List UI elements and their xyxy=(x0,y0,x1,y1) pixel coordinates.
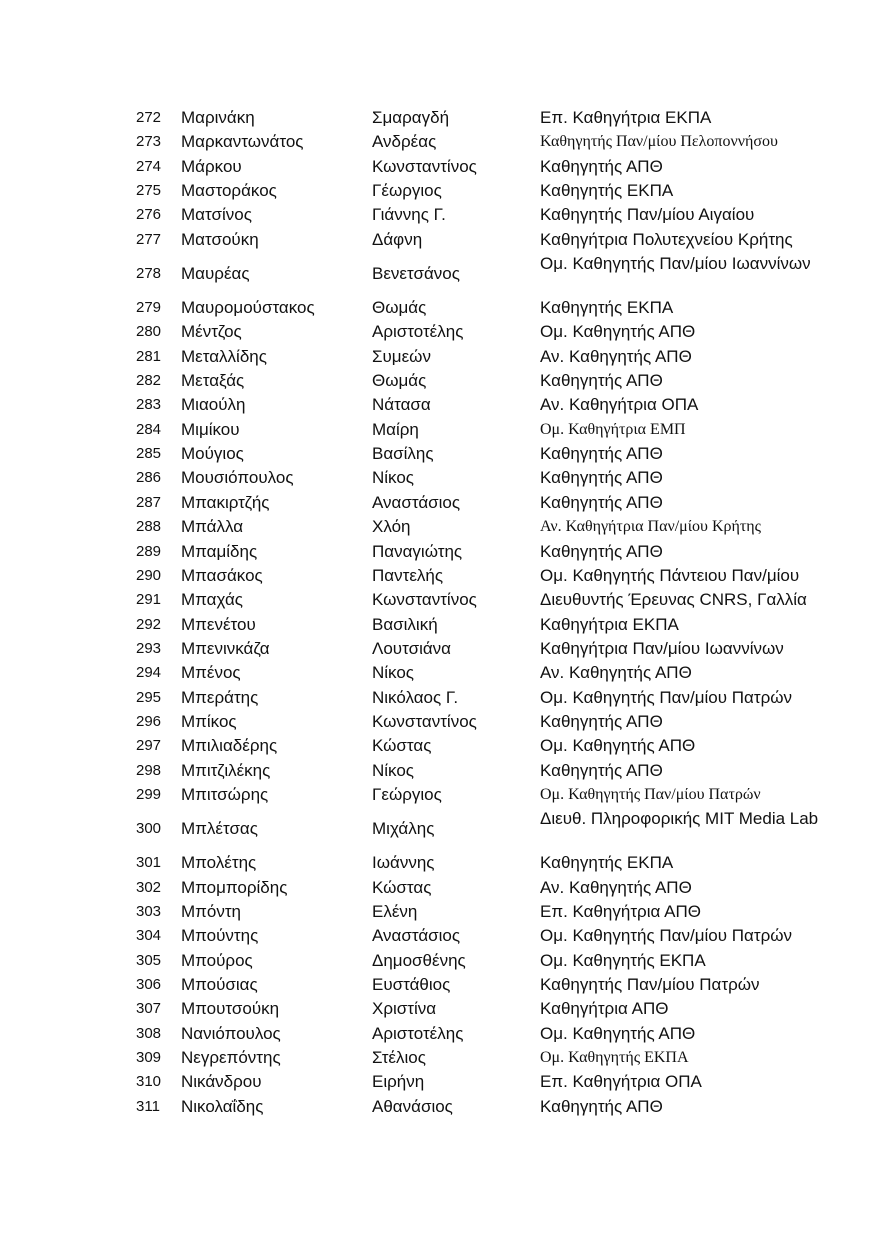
first-name-cell: Μαίρη xyxy=(372,419,419,439)
table-row xyxy=(0,345,880,369)
first-name-cell: Νίκος xyxy=(372,663,414,683)
surname-cell: Μπούσιας xyxy=(181,975,258,994)
surname-cell: Μέντζος xyxy=(181,322,242,342)
surname-cell: Μπομπορίδης xyxy=(181,877,288,897)
position-cell: Καθηγητής ΑΠΘ xyxy=(540,444,663,464)
row-number: 290 xyxy=(136,566,162,584)
surname-cell: Μπενινκάζα xyxy=(181,638,270,658)
surname-cell: Μαρινάκη xyxy=(181,108,255,127)
row-number: 294 xyxy=(136,664,162,682)
surname-cell: Μεταλλίδης xyxy=(181,346,267,366)
table-row xyxy=(0,393,880,417)
row-number: 304 xyxy=(136,927,162,945)
position-cell: Ομ. Καθηγητής ΕΚΠΑ xyxy=(540,1049,689,1067)
row-number: 279 xyxy=(136,299,162,317)
row-number: 288 xyxy=(136,518,162,536)
first-name-cell: Νάτασα xyxy=(372,395,431,415)
position-cell: Καθηγητής ΑΠΘ xyxy=(540,371,663,391)
first-name-cell: Βενετσάνος xyxy=(372,264,460,284)
position-cell: Ομ. Καθηγητής Παν/μίου Πατρών xyxy=(540,687,793,707)
position-cell: Καθηγητής ΑΠΘ xyxy=(540,492,663,512)
position-cell: Ομ. Καθηγητής ΑΠΘ xyxy=(540,736,696,756)
surname-cell: Μεταξάς xyxy=(181,371,245,391)
position-cell: Ομ. Καθηγητής Παν/μίου Ιωαννίνων xyxy=(540,254,811,274)
first-name-cell: Σμαραγδή xyxy=(372,108,450,127)
position-cell: Ομ. Καθηγήτρια ΕΜΠ xyxy=(540,420,686,438)
member-list-table xyxy=(0,106,880,1119)
position-cell: Καθηγητής ΑΠΘ xyxy=(540,1096,663,1116)
first-name-cell: Αριστοτέλης xyxy=(372,1023,464,1043)
row-number: 307 xyxy=(136,1000,162,1018)
first-name-cell: Χριστίνα xyxy=(372,999,437,1019)
table-row xyxy=(0,203,880,227)
surname-cell: Νεγρεπόντης xyxy=(181,1048,281,1068)
position-cell: Αν. Καθηγητής ΑΠΘ xyxy=(540,877,692,897)
table-row xyxy=(0,851,880,875)
surname-cell: Μπιλιαδέρης xyxy=(181,736,278,756)
row-number: 298 xyxy=(136,761,162,779)
position-cell: Αν. Καθηγητής ΑΠΘ xyxy=(540,346,692,366)
row-number: 289 xyxy=(136,542,162,560)
surname-cell: Μπιτζιλέκης xyxy=(181,760,271,780)
first-name-cell: Γιάννης Γ. xyxy=(372,205,446,225)
table-row xyxy=(0,613,880,637)
row-number: 278 xyxy=(136,265,162,283)
surname-cell: Μαστοράκος xyxy=(181,181,277,201)
table-row xyxy=(0,296,880,320)
table-row xyxy=(0,1022,880,1046)
row-number: 302 xyxy=(136,878,162,896)
table-row xyxy=(0,924,880,948)
table-row xyxy=(0,320,880,344)
row-number: 285 xyxy=(136,445,162,463)
position-cell: Καθηγητής ΑΠΘ xyxy=(540,468,663,488)
row-number: 301 xyxy=(136,854,162,872)
position-cell: Αν. Καθηγήτρια ΟΠΑ xyxy=(540,395,699,415)
row-number: 297 xyxy=(136,737,162,755)
table-row xyxy=(0,155,880,179)
table-row xyxy=(0,491,880,515)
row-number: 282 xyxy=(136,372,162,390)
row-number: 272 xyxy=(136,109,162,126)
row-number: 276 xyxy=(136,206,162,224)
row-number: 305 xyxy=(136,951,162,969)
table-row xyxy=(0,442,880,466)
surname-cell: Μπίκος xyxy=(181,711,237,731)
first-name-cell: Αναστάσιος xyxy=(372,492,461,512)
table-row xyxy=(0,783,880,807)
table-row xyxy=(0,466,880,490)
first-name-cell: Χλόη xyxy=(372,517,411,537)
surname-cell: Μπεράτης xyxy=(181,687,259,707)
surname-cell: Μαρκαντωνάτος xyxy=(181,132,304,152)
row-number: 295 xyxy=(136,688,162,706)
first-name-cell: Παντελής xyxy=(372,565,444,585)
table-row xyxy=(0,661,880,685)
first-name-cell: Δάφνη xyxy=(372,229,423,249)
table-row xyxy=(0,637,880,661)
row-number: 306 xyxy=(136,976,162,993)
table-row xyxy=(0,515,880,539)
surname-cell: Νικολαΐδης xyxy=(181,1096,264,1116)
first-name-cell: Λουτσιάνα xyxy=(372,638,452,658)
first-name-cell: Ιωάννης xyxy=(372,853,435,873)
table-row xyxy=(0,1095,880,1119)
table-row xyxy=(0,179,880,203)
first-name-cell: Κωνσταντίνος xyxy=(372,711,477,731)
surname-cell: Ματσίνος xyxy=(181,205,252,225)
position-cell: Καθηγητής Παν/μίου Πατρών xyxy=(540,975,760,994)
first-name-cell: Αθανάσιος xyxy=(372,1096,453,1116)
surname-cell: Νανιόπουλος xyxy=(181,1023,281,1043)
surname-cell: Μπακιρτζής xyxy=(181,492,270,512)
row-number: 299 xyxy=(136,785,162,803)
row-number: 286 xyxy=(136,469,162,487)
position-cell: Ομ. Καθηγητής ΕΚΠΑ xyxy=(540,950,706,970)
table-row xyxy=(0,734,880,758)
surname-cell: Μπολέτης xyxy=(181,853,257,873)
row-number: 300 xyxy=(136,820,162,838)
first-name-cell: Γεώργιος xyxy=(372,784,442,804)
table-row xyxy=(0,130,880,154)
surname-cell: Μιαούλη xyxy=(181,395,246,415)
surname-cell: Μαυρομούστακος xyxy=(181,298,315,318)
table-row xyxy=(0,973,880,997)
position-cell: Καθηγητής ΑΠΘ xyxy=(540,760,663,780)
position-cell: Καθηγητής ΕΚΠΑ xyxy=(540,298,674,318)
first-name-cell: Ανδρέας xyxy=(372,132,437,152)
position-cell: Ομ. Καθηγητής ΑΠΘ xyxy=(540,322,696,342)
row-number: 296 xyxy=(136,712,162,730)
surname-cell: Μάρκου xyxy=(181,156,242,176)
first-name-cell: Θωμάς xyxy=(372,298,427,318)
first-name-cell: Γέωργιος xyxy=(372,181,442,201)
position-cell: Καθηγήτρια ΕΚΠΑ xyxy=(540,614,679,634)
table-row xyxy=(0,418,880,442)
table-row xyxy=(0,710,880,734)
surname-cell: Μπούρος xyxy=(181,950,253,970)
position-cell: Διευθυντής Έρευνας CNRS, Γαλλία xyxy=(540,590,807,610)
surname-cell: Ματσούκη xyxy=(181,229,259,249)
first-name-cell: Βασίλης xyxy=(372,444,434,464)
row-number: 311 xyxy=(136,1097,160,1115)
surname-cell: Νικάνδρου xyxy=(181,1072,262,1092)
first-name-cell: Κώστας xyxy=(372,736,432,756)
table-row xyxy=(0,759,880,783)
position-cell: Καθηγητής ΕΚΠΑ xyxy=(540,181,674,201)
surname-cell: Μπενέτου xyxy=(181,614,256,634)
table-row xyxy=(0,876,880,900)
position-cell: Ομ. Καθηγητής Πάντειου Παν/μίου xyxy=(540,565,800,585)
first-name-cell: Νικόλαος Γ. xyxy=(372,687,459,707)
surname-cell: Μπένος xyxy=(181,663,241,683)
first-name-cell: Αναστάσιος xyxy=(372,926,461,946)
position-cell: Επ. Καθηγήτρια ΑΠΘ xyxy=(540,901,701,921)
row-number: 310 xyxy=(136,1073,162,1091)
first-name-cell: Παναγιώτης xyxy=(372,541,463,561)
first-name-cell: Ελένη xyxy=(372,901,418,921)
surname-cell: Μπαμίδης xyxy=(181,541,258,561)
position-cell: Ομ. Καθηγητής Παν/μίου Πατρών xyxy=(540,785,761,803)
row-number: 274 xyxy=(136,157,162,175)
surname-cell: Μούγιος xyxy=(181,444,244,464)
table-row xyxy=(0,540,880,564)
row-number: 292 xyxy=(136,615,162,633)
position-cell: Καθηγητής ΑΠΘ xyxy=(540,711,663,731)
position-cell: Καθηγήτρια Πολυτεχνείου Κρήτης xyxy=(540,229,793,249)
table-row xyxy=(0,252,880,296)
position-cell: Καθηγητής ΕΚΠΑ xyxy=(540,853,674,873)
first-name-cell: Κώστας xyxy=(372,877,432,897)
surname-cell: Μπουτσούκη xyxy=(181,999,280,1019)
surname-cell: Μαυρέας xyxy=(181,264,250,284)
table-row xyxy=(0,686,880,710)
position-cell: Αν. Καθηγητής ΑΠΘ xyxy=(540,663,692,683)
position-cell: Καθηγητής Παν/μίου Πελοποννήσου xyxy=(540,133,778,151)
position-cell: Καθηγήτρια ΑΠΘ xyxy=(540,999,669,1019)
position-cell: Ομ. Καθηγητής Παν/μίου Πατρών xyxy=(540,926,793,946)
table-row xyxy=(0,900,880,924)
first-name-cell: Θωμάς xyxy=(372,371,427,391)
first-name-cell: Στέλιος xyxy=(372,1048,426,1068)
row-number: 308 xyxy=(136,1024,162,1042)
surname-cell: Μπούντης xyxy=(181,926,259,946)
row-number: 277 xyxy=(136,230,162,248)
row-number: 293 xyxy=(136,639,162,657)
surname-cell: Μπόντη xyxy=(181,901,242,921)
table-row xyxy=(0,1046,880,1070)
position-cell: Καθηγητής ΑΠΘ xyxy=(540,156,663,176)
row-number: 273 xyxy=(136,133,162,151)
row-number: 281 xyxy=(136,347,162,365)
first-name-cell: Κωνσταντίνος xyxy=(372,590,477,610)
position-cell: Επ. Καθηγήτρια ΕΚΠΑ xyxy=(540,108,712,127)
row-number: 283 xyxy=(136,396,162,414)
first-name-cell: Αριστοτέλης xyxy=(372,322,464,342)
row-number: 287 xyxy=(136,493,162,511)
position-cell: Αν. Καθηγήτρια Παν/μίου Κρήτης xyxy=(540,518,761,536)
surname-cell: Μπιτσώρης xyxy=(181,784,269,804)
first-name-cell: Ειρήνη xyxy=(372,1072,425,1092)
position-cell: Καθηγητής ΑΠΘ xyxy=(540,541,663,561)
table-row xyxy=(0,588,880,612)
table-row xyxy=(0,106,880,130)
surname-cell: Μπλέτσας xyxy=(181,819,258,839)
table-row xyxy=(0,949,880,973)
first-name-cell: Δημοσθένης xyxy=(372,950,466,970)
position-cell: Διευθ. Πληροφορικής MIT Media Lab xyxy=(540,809,819,829)
first-name-cell: Κωνσταντίνος xyxy=(372,156,477,176)
surname-cell: Μπασάκος xyxy=(181,565,263,585)
first-name-cell: Μιχάλης xyxy=(372,819,435,839)
table-row xyxy=(0,228,880,252)
position-cell: Ομ. Καθηγητής ΑΠΘ xyxy=(540,1023,696,1043)
first-name-cell: Συμεών xyxy=(372,346,431,366)
surname-cell: Μπάλλα xyxy=(181,517,244,537)
table-row xyxy=(0,1070,880,1094)
row-number: 303 xyxy=(136,902,162,920)
table-row xyxy=(0,564,880,588)
surname-cell: Μουσιόπουλος xyxy=(181,468,294,488)
table-row xyxy=(0,997,880,1021)
first-name-cell: Νίκος xyxy=(372,760,414,780)
position-cell: Καθηγητής Παν/μίου Αιγαίου xyxy=(540,205,755,225)
first-name-cell: Βασιλική xyxy=(372,614,438,634)
row-number: 291 xyxy=(136,591,162,609)
first-name-cell: Ευστάθιος xyxy=(372,975,451,994)
position-cell: Καθηγήτρια Παν/μίου Ιωαννίνων xyxy=(540,638,784,658)
surname-cell: Μπαχάς xyxy=(181,590,243,610)
table-row xyxy=(0,807,880,851)
position-cell: Επ. Καθηγήτρια ΟΠΑ xyxy=(540,1072,702,1092)
row-number: 284 xyxy=(136,420,162,438)
table-row xyxy=(0,369,880,393)
surname-cell: Μιμίκου xyxy=(181,419,240,439)
first-name-cell: Νίκος xyxy=(372,468,414,488)
row-number: 275 xyxy=(136,182,162,200)
row-number: 309 xyxy=(136,1049,162,1067)
row-number: 280 xyxy=(136,323,162,341)
